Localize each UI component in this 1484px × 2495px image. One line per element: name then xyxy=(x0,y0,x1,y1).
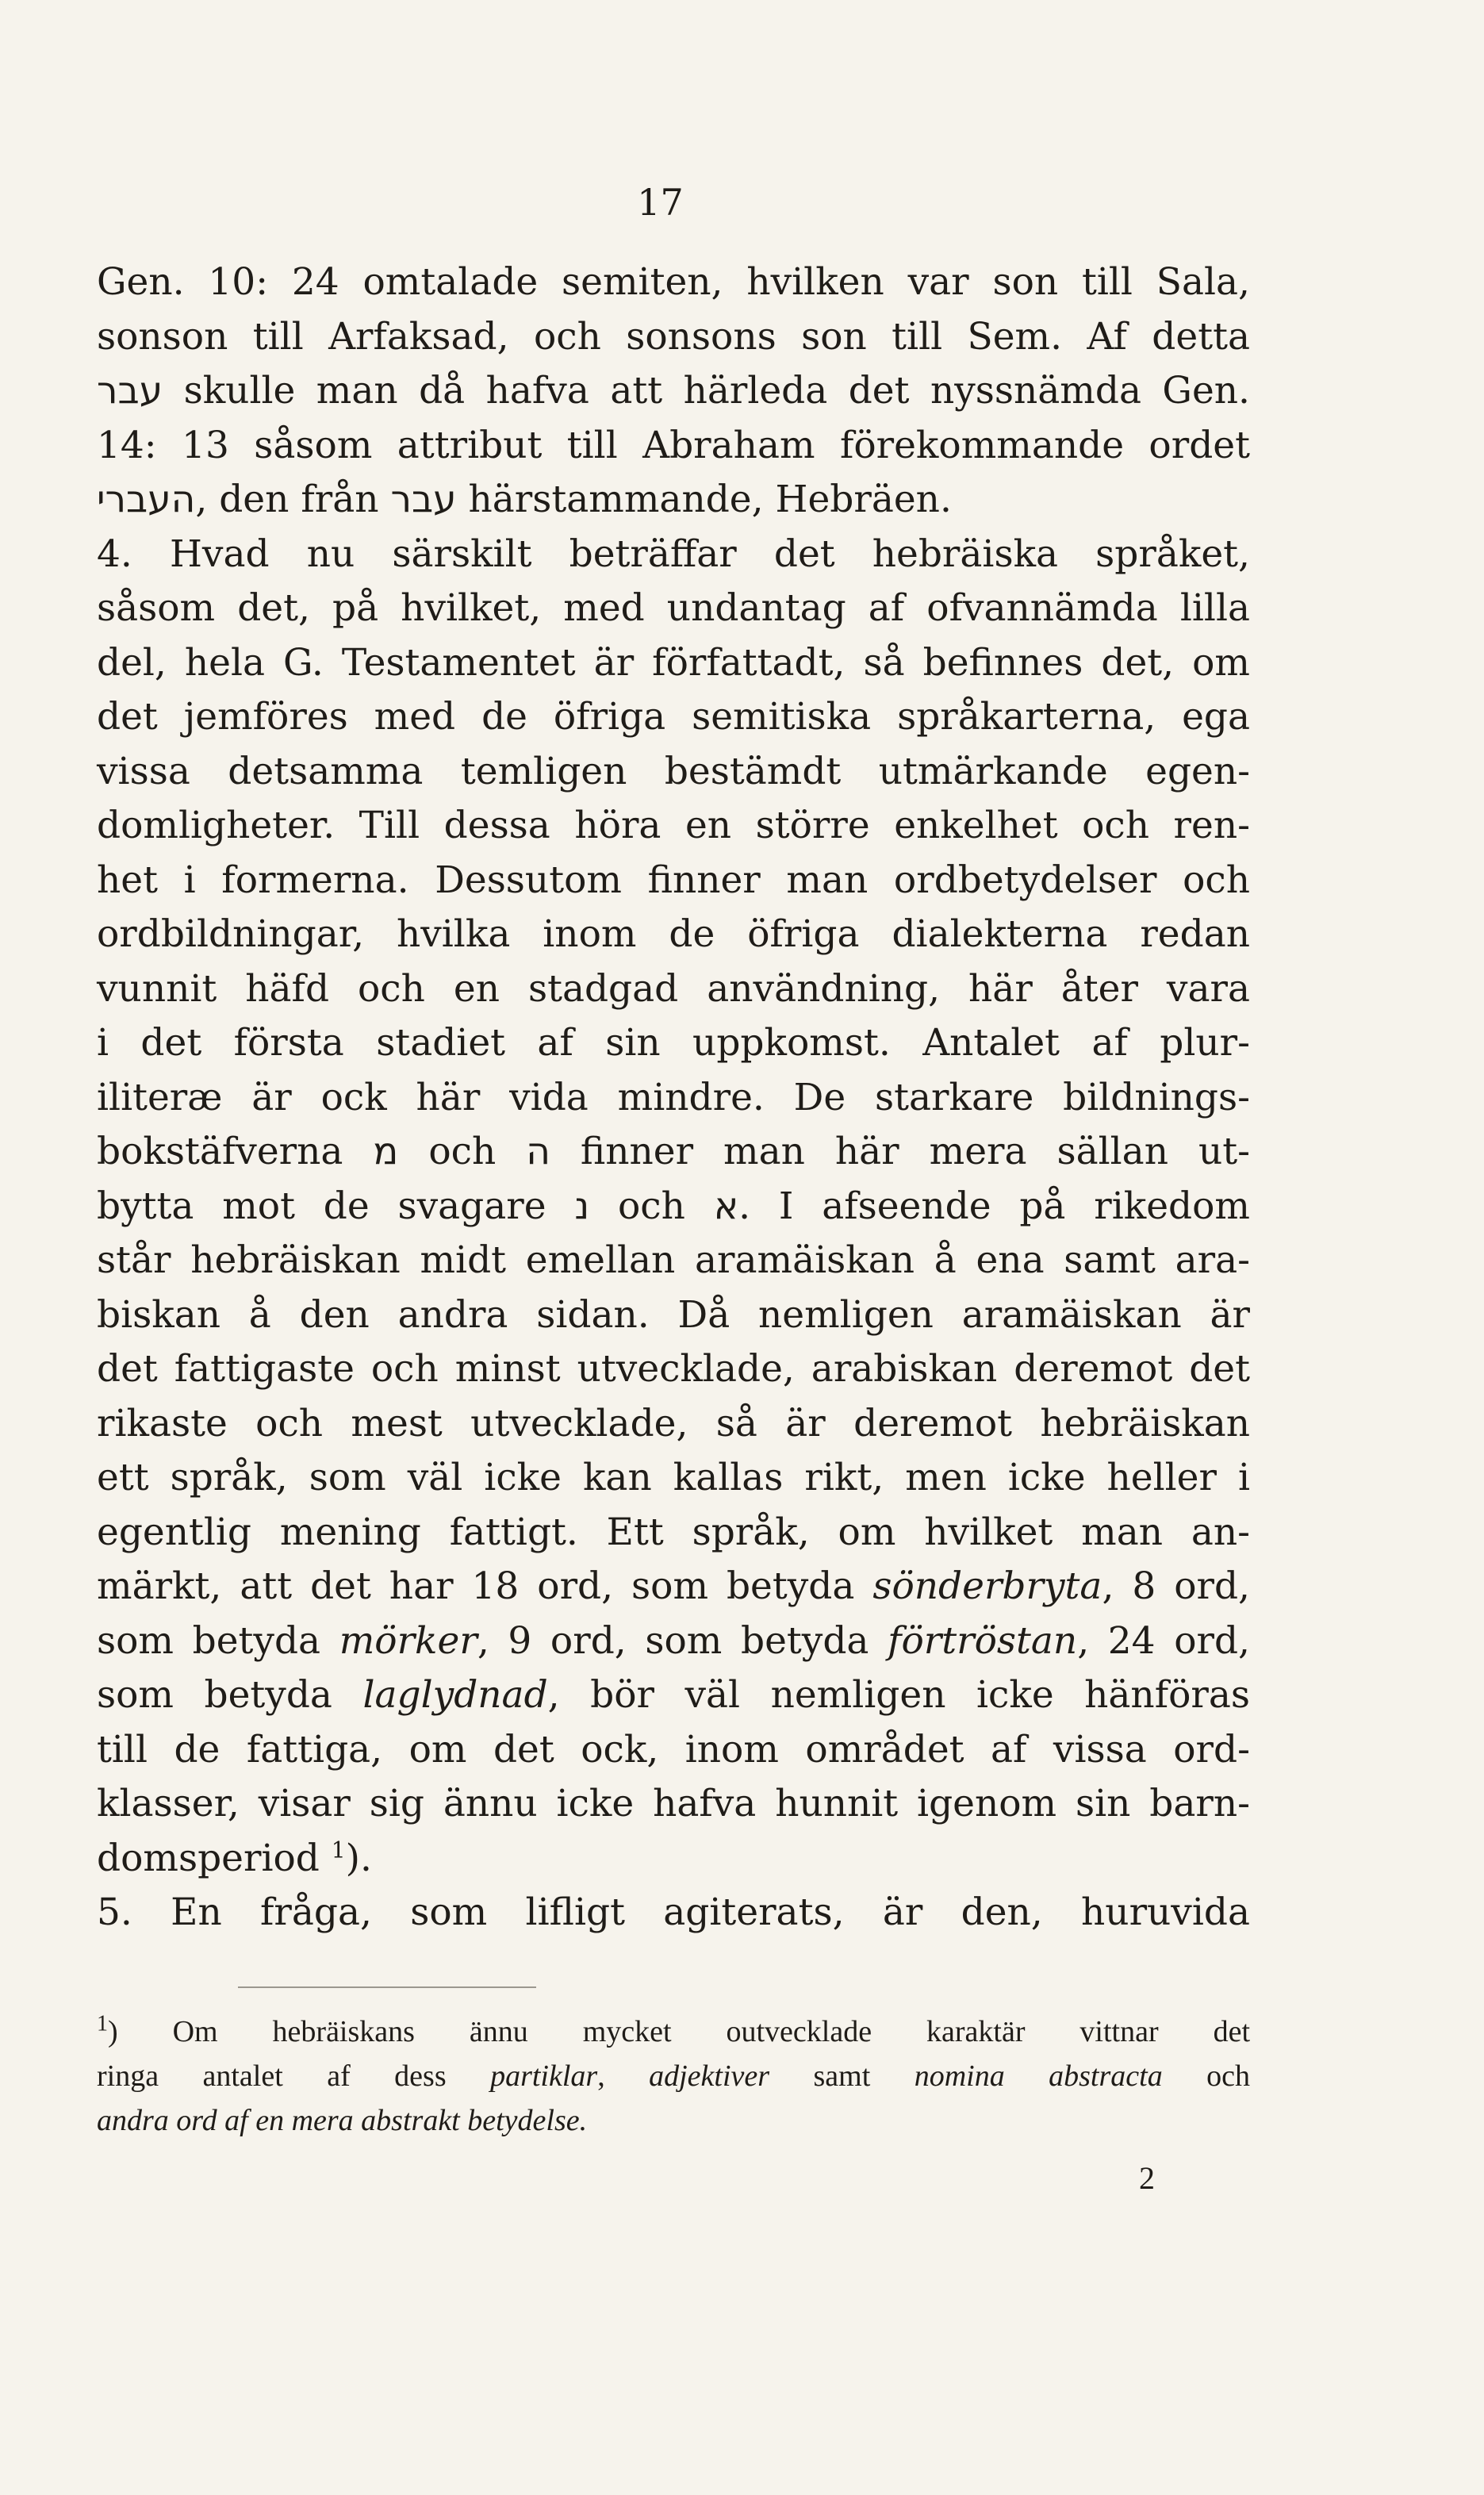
text-line xyxy=(97,473,1250,528)
text-line xyxy=(97,908,1250,962)
text-segment: ). xyxy=(345,1836,372,1880)
text-segment: , bör väl nemligen icke hänföras xyxy=(547,1673,1251,1717)
text-line xyxy=(97,310,1250,365)
text-segment: skulle man då hafva att härleda det nyssnämda Gen. xyxy=(163,369,1250,413)
text-segment: mörker xyxy=(339,1618,477,1663)
text-segment: ) Om hebräiskans ännu mycket outvecklade karaktär vittnar det xyxy=(108,2015,1250,2048)
text-segment: 5. En fråga, som lifligt agiterats, är den, huruvida xyxy=(97,1890,1250,1934)
text-line xyxy=(97,1886,1250,1940)
text-segment: ett språk, som väl icke kan kallas rikt, men icke heller i xyxy=(97,1456,1250,1499)
text-segment: het i formerna. Dessutom finner man ordbetydelser och xyxy=(97,858,1250,902)
text-segment: ringa antalet af dess xyxy=(97,2059,491,2093)
text-segment: , xyxy=(597,2059,650,2093)
text-line xyxy=(97,636,1250,691)
text-segment: iliteræ är ock här vida mindre. De starkare bildnings- xyxy=(97,1075,1250,1119)
text-segment: som betyda xyxy=(97,1673,363,1717)
text-line xyxy=(97,1451,1250,1506)
text-line xyxy=(97,1234,1250,1288)
text-segment: nomina abstracta xyxy=(914,2059,1163,2093)
text-line xyxy=(97,690,1250,745)
hebrew-word: נ xyxy=(574,1184,590,1228)
text-line xyxy=(97,528,1250,582)
text-segment: sönderbryta xyxy=(872,1564,1102,1608)
text-segment: märkt, att det har 18 ord, som betyda xyxy=(97,1564,873,1608)
text-segment: klasser, visar sig ännu icke hafva hunnit igenom sin barn- xyxy=(97,1782,1250,1825)
text-segment: ordbildningar, hvilka inom de öfriga dialekterna redan xyxy=(97,912,1250,956)
body-text xyxy=(97,255,1250,1940)
text-line xyxy=(97,2054,1250,2098)
text-line xyxy=(97,854,1250,908)
text-line xyxy=(97,1397,1250,1452)
hebrew-word: ה xyxy=(526,1130,550,1173)
text-line xyxy=(97,799,1250,854)
text-segment: förtröstan xyxy=(888,1618,1078,1663)
text-segment: . I afseende på rikedom xyxy=(738,1184,1250,1228)
text-segment: och xyxy=(398,1130,527,1173)
text-segment: laglydnad xyxy=(362,1673,548,1717)
hebrew-word: עבר xyxy=(97,369,163,413)
text-segment: adjektiver xyxy=(649,2059,770,2093)
text-segment: det jemföres med de öfriga semitiska språkarterna, ega xyxy=(97,695,1250,739)
text-line xyxy=(97,1288,1250,1343)
text-segment: egentlig mening fattigt. Ett språk, om hvilket man an- xyxy=(97,1510,1250,1554)
hebrew-word: עבר xyxy=(390,478,457,521)
footnote xyxy=(97,2009,1250,2143)
text-segment: bokstäfverna xyxy=(97,1130,374,1173)
hebrew-word: העברי xyxy=(97,478,196,521)
page-number: 17 xyxy=(637,181,684,224)
footnote-marker: 1 xyxy=(97,2011,108,2036)
footnote-marker: 1 xyxy=(331,1836,346,1863)
text-segment: , den från xyxy=(195,478,391,521)
text-segment: biskan å den andra sidan. Då nemligen aramäiskan är xyxy=(97,1292,1250,1337)
text-line xyxy=(97,2009,1250,2054)
text-segment: , 8 ord, xyxy=(1102,1564,1250,1608)
text-segment: och xyxy=(589,1184,714,1228)
text-line xyxy=(97,1832,1250,1887)
text-segment: som betyda xyxy=(97,1618,339,1663)
text-segment: , 9 ord, som betyda xyxy=(477,1618,888,1663)
text-line xyxy=(97,962,1250,1017)
hebrew-word: א xyxy=(713,1184,739,1228)
text-segment: vunnit häfd och en stadgad användning, här åter vara xyxy=(97,966,1250,1011)
text-segment: domsperiod xyxy=(97,1836,332,1880)
text-line xyxy=(97,1506,1250,1560)
text-segment: domligheter. Till dessa höra en större enkelhet och ren- xyxy=(97,804,1250,847)
text-line xyxy=(97,255,1250,310)
text-segment: och xyxy=(1162,2059,1251,2093)
text-line xyxy=(97,745,1250,800)
text-line xyxy=(97,1342,1250,1397)
text-segment: i det första stadiet af sin uppkomst. Antalet af plur- xyxy=(97,1021,1250,1065)
text-line xyxy=(97,364,1250,419)
text-line xyxy=(97,1614,1250,1669)
text-segment: härstammande, Hebräen. xyxy=(456,478,952,521)
text-segment: samt xyxy=(769,2059,915,2093)
text-line xyxy=(97,2098,1250,2143)
text-line xyxy=(97,1016,1250,1071)
text-segment: till de fattiga, om det ock, inom området af vissa ord- xyxy=(97,1727,1250,1771)
footnote-divider xyxy=(238,1986,536,1988)
hebrew-word: מ xyxy=(373,1130,399,1173)
text-segment: finner man här mera sällan ut- xyxy=(550,1130,1250,1173)
text-segment: Gen. 10: 24 omtalade semiten, hvilken var son till Sala, xyxy=(97,260,1250,304)
text-line xyxy=(97,1777,1250,1832)
text-segment: står hebräiskan midt emellan aramäiskan å ena samt ara- xyxy=(97,1238,1250,1282)
text-line xyxy=(97,1560,1250,1614)
text-segment: del, hela G. Testamentet är författadt, så befinnes det, om xyxy=(97,640,1250,685)
text-line xyxy=(97,1125,1250,1180)
text-line xyxy=(97,1180,1250,1234)
text-line xyxy=(97,1071,1250,1126)
text-segment: sonson till Arfaksad, och sonsons son till Sem. Af detta xyxy=(97,314,1250,359)
text-line xyxy=(97,582,1250,636)
text-segment: rikaste och mest utvecklade, så är deremot hebräiskan xyxy=(97,1401,1250,1445)
text-line xyxy=(97,1723,1250,1778)
text-line xyxy=(97,1668,1250,1723)
signature-mark: 2 xyxy=(1139,2160,1155,2196)
text-segment: såsom det, på hvilket, med undantag af ofvannämda lilla xyxy=(97,586,1250,630)
text-segment: vissa detsamma temligen bestämdt utmärkande egen- xyxy=(97,749,1250,793)
text-segment: 14: 13 såsom attribut till Abraham förekommande ordet xyxy=(97,423,1250,467)
text-segment: bytta mot de svagare xyxy=(97,1184,575,1228)
text-segment: det fattigaste och minst utvecklade, arabiskan deremot det xyxy=(97,1347,1250,1391)
text-line xyxy=(97,419,1250,474)
text-segment: 4. Hvad nu särskilt beträffar det hebräiska språket, xyxy=(97,532,1250,576)
text-segment: , 24 ord, xyxy=(1077,1618,1251,1663)
text-segment: partiklar xyxy=(490,2059,598,2093)
text-segment: andra ord af en mera abstrakt betydelse. xyxy=(97,2104,588,2137)
